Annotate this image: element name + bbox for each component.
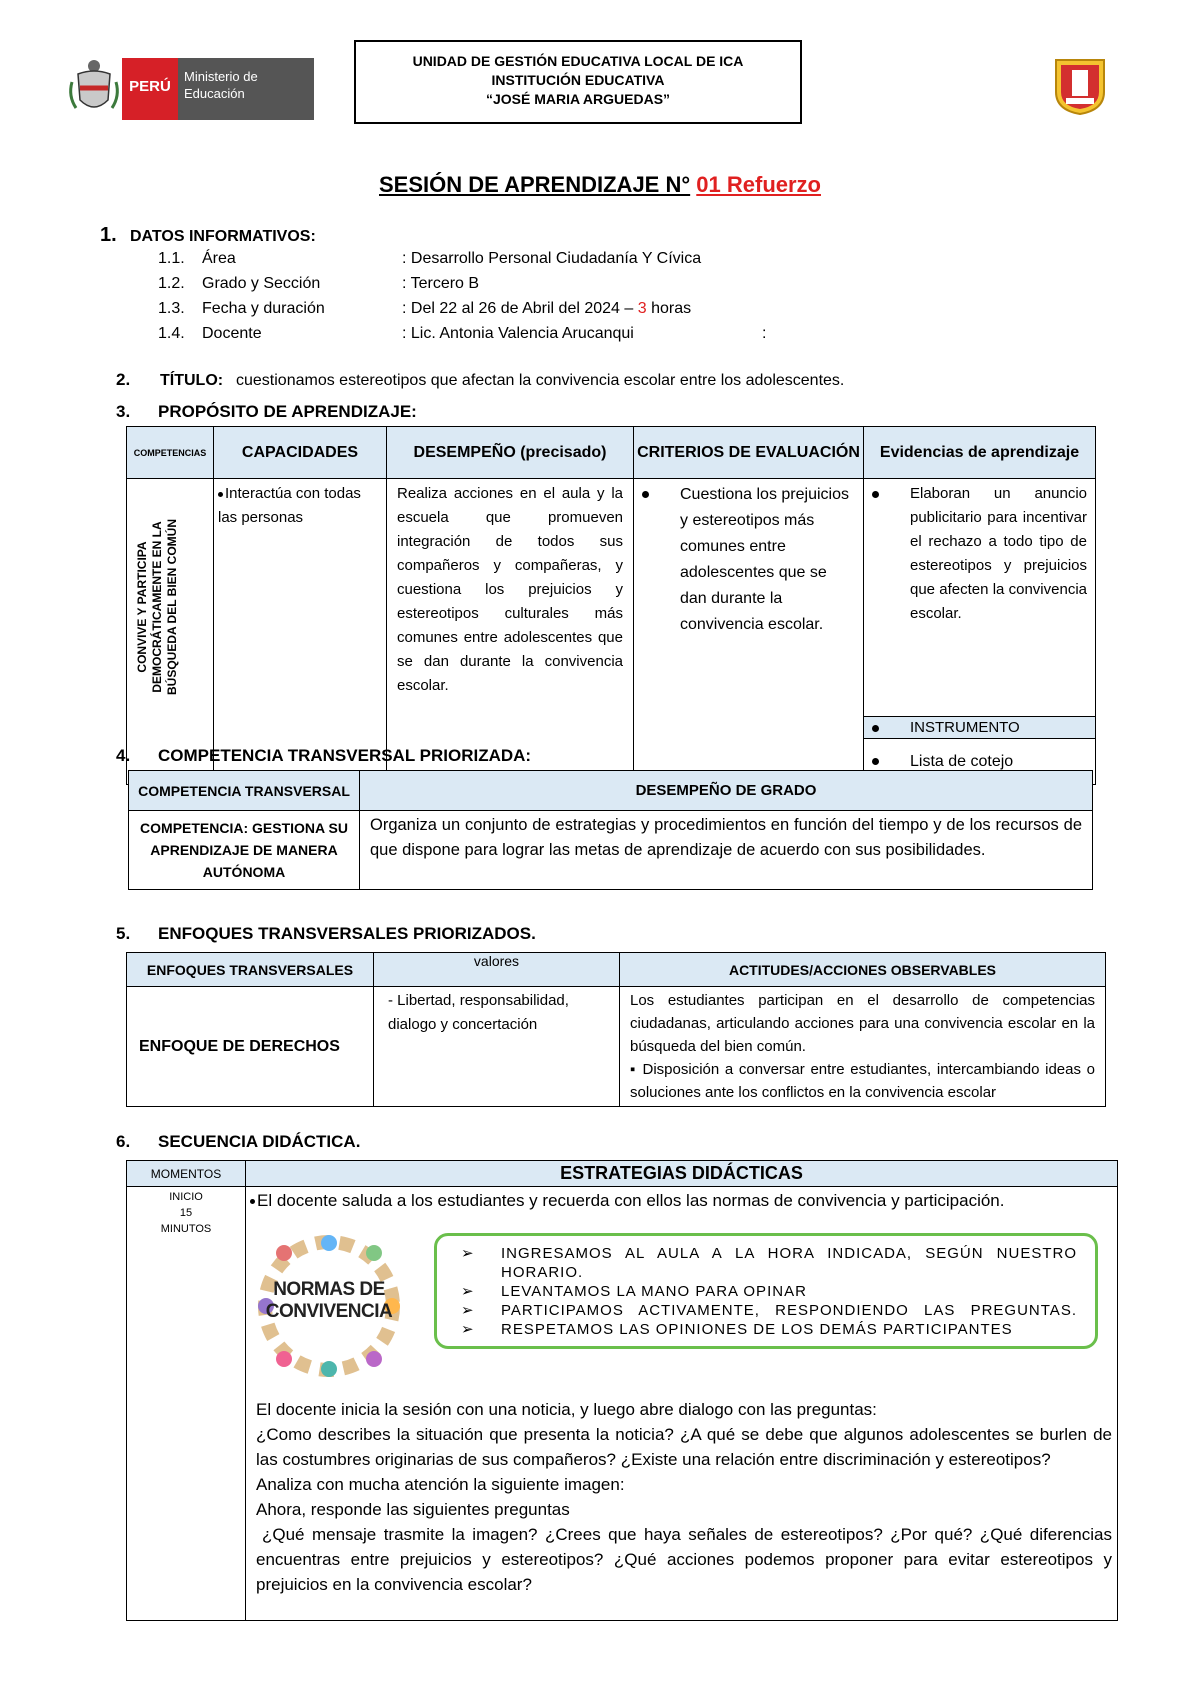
purpose-table xyxy=(126,426,1096,785)
info-row-value: : Desarrollo Personal Ciudadanía Y Cívica xyxy=(402,250,702,267)
info-row-extra: : xyxy=(762,325,767,342)
header-estrategias: ESTRATEGIAS DIDÁCTICAS xyxy=(246,1161,1118,1187)
desempeno-text: Realiza acciones en el aula y la escuela que promueven integración de todos sus compañeros y compañeras, y cuestiona los prejuicios y estereotipos culturales más comunes entre adolescentes que se dan durante la convivencia escolar. xyxy=(397,485,623,694)
poster-title-line1: NORMAS DE xyxy=(273,1279,385,1300)
shield-icon xyxy=(1052,56,1108,116)
info-row-value: : Del 22 al 26 de Abril del 2024 – xyxy=(402,300,634,317)
institution-box xyxy=(354,40,802,124)
normas-poster xyxy=(254,1231,404,1381)
section-3-number: 3. xyxy=(116,402,131,421)
instrumento-label-cell xyxy=(864,717,1096,739)
arrow-bullet-icon: ➢ xyxy=(461,1302,475,1319)
info-hours-unit: horas xyxy=(651,300,692,317)
rule-item xyxy=(437,1282,1095,1301)
info-row-label: Grado y Sección xyxy=(202,275,321,292)
competencia-cell xyxy=(127,479,214,785)
body-paragraph: Ahora, responde las siguientes preguntas xyxy=(256,1500,570,1519)
header-actitudes: ACTITUDES/ACCIONES OBSERVABLES xyxy=(620,953,1106,987)
section-1-number: 1. xyxy=(100,224,117,246)
info-row-number: 1.3. xyxy=(158,300,185,317)
capacidad-cell xyxy=(214,479,387,785)
header-evidencias: Evidencias de aprendizaje xyxy=(864,427,1096,479)
enfoque-cell: ENFOQUE DE DERECHOS xyxy=(127,987,374,1107)
didactic-sequence-table xyxy=(126,1160,1118,1621)
section-4-heading: COMPETENCIA TRANSVERSAL PRIORIZADA: xyxy=(158,746,532,765)
arrow-bullet-icon: ➢ xyxy=(461,1245,475,1262)
momento-unit: MINUTOS xyxy=(160,1223,212,1235)
section-5-number: 5. xyxy=(116,924,131,943)
info-row-number: 1.2. xyxy=(158,275,185,292)
header-competencias: COMPETENCIAS xyxy=(127,427,214,479)
section-5-heading: ENFOQUES TRANSVERSALES PRIORIZADOS. xyxy=(158,924,536,943)
transversal-competence-table xyxy=(128,770,1093,890)
section-6-number: 6. xyxy=(116,1132,131,1151)
section-1-heading: DATOS INFORMATIVOS: xyxy=(130,228,316,245)
section-6-heading: SECUENCIA DIDÁCTICA. xyxy=(158,1132,361,1151)
rule-item xyxy=(437,1301,1095,1320)
header-criterios: CRITERIOS DE EVALUACIÓN xyxy=(634,427,864,479)
info-row-value: : Lic. Antonia Valencia Arucanqui xyxy=(402,325,634,342)
rule-text: LEVANTAMOS LA MANO PARA OPINAR xyxy=(501,1283,807,1300)
instrumento-text: Lista de cotejo xyxy=(910,752,1014,770)
header-momentos: MOMENTOS xyxy=(127,1161,246,1187)
section-3-heading: PROPÓSITO DE APRENDIZAJE: xyxy=(158,402,417,421)
section-4-number: 4. xyxy=(116,746,131,765)
session-title: cuestionamos estereotipos que afectan la convivencia escolar entre los adolescentes. xyxy=(236,372,845,389)
info-hours: 3 xyxy=(637,300,647,317)
valores-cell: - Libertad, responsabilidad, dialogo y concertación xyxy=(374,987,620,1107)
rule-text: INGRESAMOS AL AULA A LA HORA INDICADA, SEGÚN NUESTRO HORARIO. xyxy=(501,1245,1077,1281)
rule-item xyxy=(437,1320,1095,1339)
info-row-value: : Tercero B xyxy=(402,275,480,292)
criterio-cell xyxy=(634,479,864,785)
header-enfoques: ENFOQUES TRANSVERSALES xyxy=(127,953,374,987)
info-row-label: Docente xyxy=(202,325,262,342)
actitud-text-2: ▪ Disposición a conversar entre estudiantes, intercambiando ideas o soluciones ante los conflictos en la convivencia escolar xyxy=(630,1061,1095,1101)
arrow-bullet-icon: ➢ xyxy=(461,1321,475,1338)
info-row-number: 1.1. xyxy=(158,250,185,267)
school-crest xyxy=(1052,56,1108,116)
body-paragraph: El docente inicia la sesión con una noticia, y luego abre dialogo con las preguntas: xyxy=(256,1400,877,1419)
criterio-text: Cuestiona los prejuicios y estereotipos más comunes entre adolescentes que se dan durante la convivencia escolar. xyxy=(680,486,849,633)
header-valores: valores xyxy=(374,953,620,987)
rule-item xyxy=(437,1236,1095,1282)
header-capacidades: CAPACIDADES xyxy=(214,427,387,479)
institution-name: “JOSÉ MARIA ARGUEDAS” xyxy=(485,91,671,107)
capacidad-text: Interactúa con todas las personas xyxy=(218,485,361,526)
momento-minutes: 15 xyxy=(179,1207,193,1219)
session-body xyxy=(256,1397,1112,1597)
info-row-number: 1.4. xyxy=(158,325,185,342)
page-title xyxy=(0,172,1200,198)
institution-label: INSTITUCIÓN EDUCATIVA xyxy=(491,72,665,88)
arrow-bullet-icon: ➢ xyxy=(461,1283,475,1300)
body-paragraph: Analiza con mucha atención la siguiente imagen: xyxy=(256,1475,625,1494)
body-paragraph: ¿Qué mensaje trasmite la imagen? ¿Crees que haya señales de estereotipos? ¿Por qué? ¿Qué diferencias encuentras entre prejuicios y estereotipos? ¿Qué acciones podemos proponer para evitar estereotipos y prejuicios en la convivencia escolar? xyxy=(256,1525,1112,1594)
info-row-label: Área xyxy=(202,250,236,267)
competencia-text: CONVIVE Y PARTICIPA DEMOCRÁTICAMENTE EN LA BÚSQUEDA DEL BIEN COMÚN xyxy=(135,519,179,696)
evidencia-cell xyxy=(864,479,1096,717)
info-row-label: Fecha y duración xyxy=(202,300,325,317)
rule-text: RESPETAMOS LAS OPINIONES DE LOS DEMÁS PARTICIPANTES xyxy=(501,1321,1013,1338)
ugel-name: UNIDAD DE GESTIÓN EDUCATIVA LOCAL DE ICA xyxy=(412,53,744,69)
intro-text-content: El docente saluda a los estudiantes y recuerda con ellos las normas de convivencia y participación. xyxy=(257,1191,1005,1210)
header-competencia-transversal: COMPETENCIA TRANSVERSAL xyxy=(129,771,360,811)
evidencia-text: Elaboran un anuncio publicitario para incentivar el rechazo a todo tipo de estereotipos y prejuicios que afecten la convivencia escolar. xyxy=(910,485,1087,622)
enfoques-table xyxy=(126,952,1106,1107)
rules-box xyxy=(434,1233,1098,1349)
actitud-text-1: Los estudiantes participan en el desarrollo de competencias ciudadanas, articulando acciones para una convivencia escolar en la búsqueda del bien común. xyxy=(630,992,1095,1055)
desempeno-cell xyxy=(387,479,634,785)
header-desempeno: DESEMPEÑO (precisado) xyxy=(387,427,634,479)
instrumento-label: INSTRUMENTO xyxy=(910,719,1020,736)
ministry-label: Ministerio de Educación xyxy=(184,69,258,101)
momento-cell xyxy=(127,1187,246,1621)
minedu-logo xyxy=(66,52,314,124)
desempeno-grado-cell: Organiza un conjunto de estrategias y procedimientos en función del tiempo y de los recursos de que dispone para lograr las metas de aprendizaje de acuerdo con sus posibilidades. xyxy=(360,811,1093,890)
body-paragraph: ¿Como describes la situación que presenta la noticia? ¿A qué se debe que algunos adolescentes se burlen de las costumbres originarias de sus compañeros? ¿Existe una relación entre discriminación y estereotipos? xyxy=(256,1425,1112,1469)
title-number: 01 Refuerzo xyxy=(696,172,821,197)
section-2-number: 2. xyxy=(116,370,131,389)
title-main: SESIÓN DE APRENDIZAJE N° xyxy=(379,172,691,197)
competencia-transversal-cell: COMPETENCIA: GESTIONA SU APRENDIZAJE DE MANERA AUTÓNOMA xyxy=(129,811,360,890)
actitudes-cell xyxy=(620,987,1106,1107)
rule-text: PARTICIPAMOS ACTIVAMENTE, RESPONDIENDO LAS PREGUNTAS. xyxy=(501,1302,1077,1319)
momento-label: INICIO xyxy=(169,1191,203,1203)
header-desempeno-grado: DESEMPEÑO DE GRADO xyxy=(360,771,1093,811)
estrategias-cell xyxy=(246,1187,1118,1621)
intro-text xyxy=(250,1191,1004,1211)
section-2-label: TÍTULO: xyxy=(160,372,224,389)
peru-label: PERÚ xyxy=(129,78,171,95)
poster-title-line2: CONVIVENCIA xyxy=(265,1301,393,1322)
